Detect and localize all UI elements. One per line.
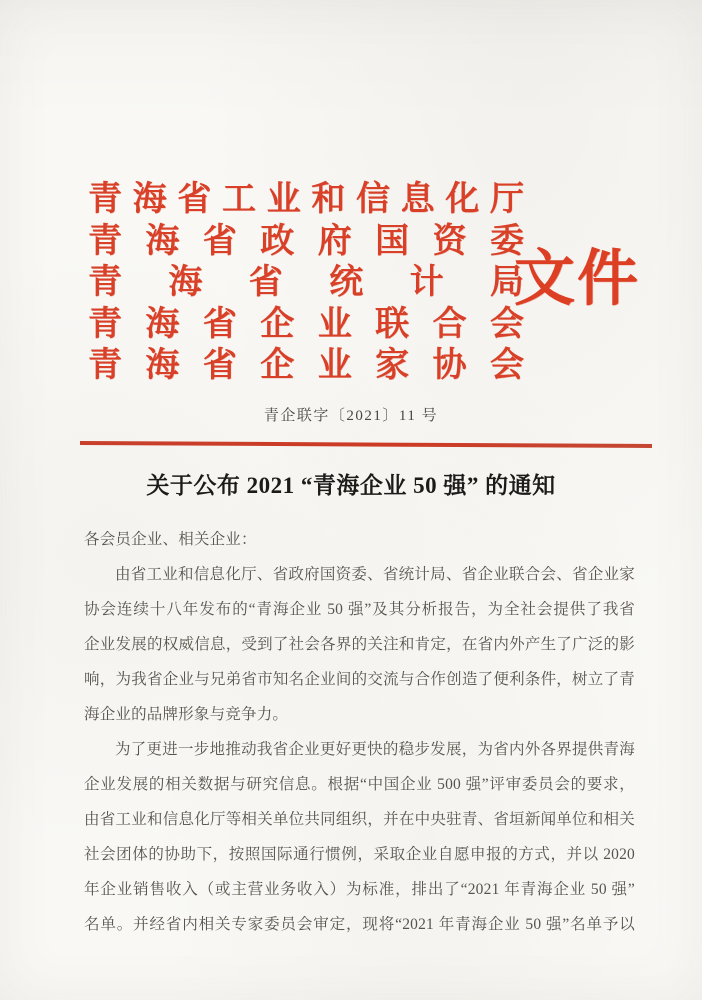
body-line: 由省工业和信息化厅、省政府国资委、省统计局、省企业联合会、省企业家 xyxy=(115,566,635,583)
body-line: 响，为我省企业与兄弟省市知名企业间的交流与合作创造了便利条件，树立了青 xyxy=(84,671,635,688)
letterhead-issuer-line: 青海省政府国资委 xyxy=(88,222,524,260)
letterhead-issuer-line: 青海省统计局 xyxy=(88,264,524,302)
body-line: 为了更进一步地推动我省企业更好更快的稳步发展，为省内外各界提供青海 xyxy=(115,741,635,758)
salutation: 各会员企业、相关企业： xyxy=(84,531,257,548)
letterhead xyxy=(88,179,524,387)
red-divider-rule xyxy=(80,441,652,447)
paragraph-2 xyxy=(84,732,635,942)
document-mark: 文件 xyxy=(514,246,641,313)
body-line: 名单。并经省内相关专家委员会审定，现将“2021 年青海企业 50 强”名单予以 xyxy=(84,916,635,933)
body-line: 海企业的品牌形象与竞争力。 xyxy=(84,706,289,723)
document-title: 关于公布 2021 “青海企业 50 强” 的通知 xyxy=(146,473,556,498)
reference-number: 青企联字〔2021〕11 号 xyxy=(263,408,439,424)
body-line: 年企业销售收入（或主营业务收入）为标准，排出了“2021 年青海企业 50 强” xyxy=(84,881,635,898)
document-body xyxy=(84,522,635,942)
body-line: 企业发展的相关数据与研究信息。根据“中国企业 500 强”评审委员会的要求， xyxy=(84,776,635,793)
letterhead-issuer-line: 青海省企业联合会 xyxy=(88,305,524,343)
paragraph-1 xyxy=(84,557,635,732)
letterhead-issuer-line: 青海省企业家协会 xyxy=(88,347,524,385)
body-line: 企业发展的权威信息，受到了社会各界的关注和肯定，在省内外产生了广泛的影 xyxy=(84,636,635,653)
body-line: 协会连续十八年发布的“青海企业 50 强”及其分析报告，为全社会提供了我省 xyxy=(84,601,635,618)
body-line: 社会团体的协助下，按照国际通行惯例，采取企业自愿申报的方式，并以 2020 xyxy=(84,846,635,863)
letterhead-issuer-line: 青海省工业和信息化厅 xyxy=(88,181,524,218)
body-line: 由省工业和信息化厅等相关单位共同组织，并在中央驻青、省垣新闻单位和相关 xyxy=(84,811,635,828)
